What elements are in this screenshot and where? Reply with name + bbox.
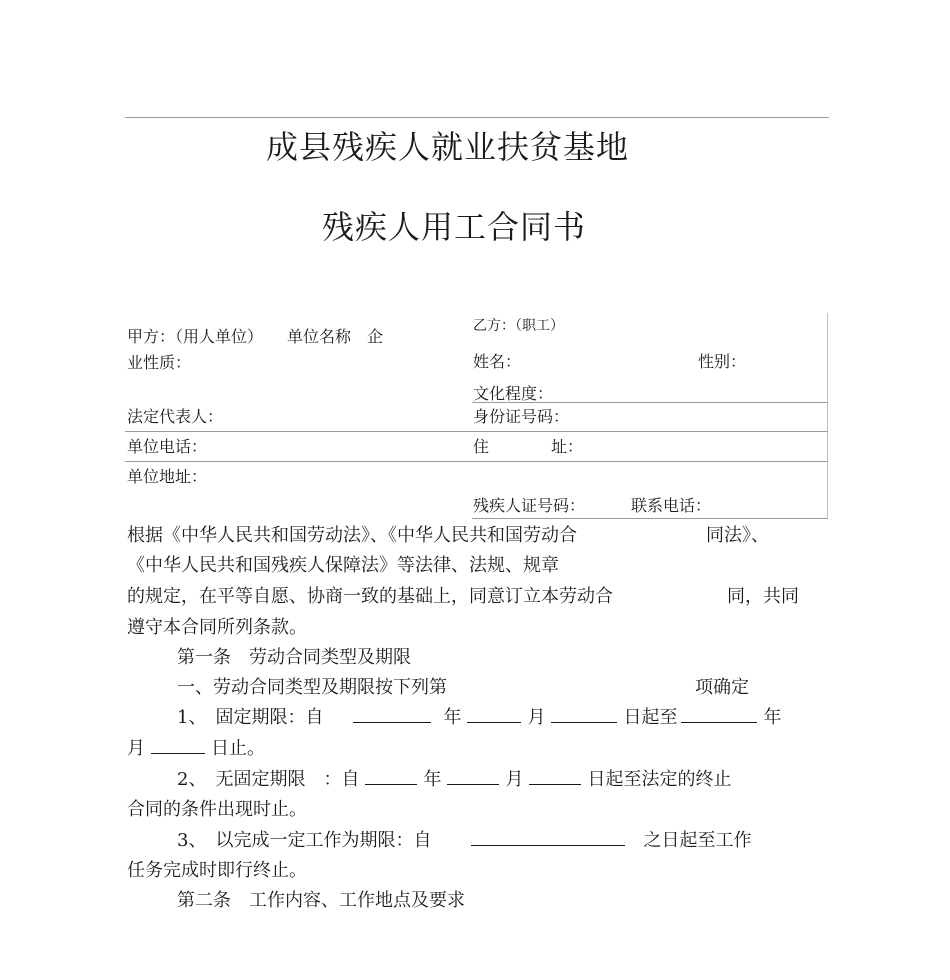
preamble-line-3-end: 同，共同 <box>727 586 799 607</box>
legal-representative-label: 法定代表人： <box>127 407 224 426</box>
preamble-line-1-end: 同法》、 <box>706 525 769 546</box>
item-3-continuation: 任务完成时即行终止。 <box>127 860 307 881</box>
table-rule-2 <box>125 431 828 432</box>
item-1-day: 日起至 <box>623 707 678 728</box>
item-2-year-blank[interactable] <box>365 768 417 785</box>
contact-phone-label: 联系电话： <box>631 496 712 515</box>
table-right-border <box>827 313 828 519</box>
item-2-month-blank[interactable] <box>447 768 499 785</box>
party-a-nature: 业性质： <box>127 353 192 372</box>
party-b-gender-label: 性别： <box>698 352 747 371</box>
party-b-name-label: 姓名： <box>473 352 522 371</box>
top-rule <box>125 117 829 118</box>
party-a-label: 甲方：（用人单位） 单位名称 企 <box>127 327 384 346</box>
item-1-month: 月 <box>527 707 546 728</box>
unit-address-label: 单位地址： <box>127 467 208 486</box>
item-1-year2-blank[interactable] <box>681 706 757 723</box>
item-3-end: 之日起至工作 <box>643 830 752 851</box>
disability-cert-label: 残疾人证号码： <box>473 496 586 515</box>
party-b-label: 乙方：（职工） <box>473 318 564 334</box>
item-1-line-2 <box>127 737 265 760</box>
party-b-id-label: 身份证号码： <box>473 407 570 426</box>
item-2-day: 日起至法定的终止 <box>587 769 732 790</box>
article-1-heading: 第一条 劳动合同类型及期限 <box>177 647 411 668</box>
item-1-month-blank[interactable] <box>467 706 521 723</box>
item-1-year: 年 <box>443 707 462 728</box>
item-2-line <box>177 768 731 791</box>
item-2-month: 月 <box>505 769 524 790</box>
item-1-day-blank[interactable] <box>551 706 617 723</box>
item-3-date-blank[interactable] <box>471 829 625 846</box>
item-2-continuation: 合同的条件出现时止。 <box>127 799 307 820</box>
item-2-year: 年 <box>423 769 442 790</box>
article-1-intro-end: 项确定 <box>695 677 749 698</box>
item-1-month2-blank[interactable] <box>151 737 205 754</box>
unit-phone-label: 单位电话： <box>127 437 208 456</box>
preamble-line-3: 的规定，在平等自愿、协商一致的基础上，同意订立本劳动合 <box>127 586 613 607</box>
table-rule-3 <box>125 461 828 462</box>
item-1-label: 1、 固定期限：自 <box>177 707 324 728</box>
article-1-intro: 一、劳动合同类型及期限按下列第 <box>177 677 447 698</box>
item-2-label: 2、 无固定期限 ：自 <box>177 769 360 790</box>
item-1-line <box>177 706 781 729</box>
table-rule-4 <box>472 518 828 519</box>
preamble-line-1: 根据《中华人民共和国劳动法》、《中华人民共和国劳动合 <box>127 525 577 546</box>
item-2-day-blank[interactable] <box>529 768 581 785</box>
item-1-year2: 年 <box>763 707 782 728</box>
item-3-line <box>177 829 751 852</box>
preamble-line-2: 《中华人民共和国残疾人保障法》等法律、法规、规章 <box>127 555 559 576</box>
article-2-heading: 第二条 工作内容、工作地点及要求 <box>177 890 465 911</box>
preamble-line-4: 遵守本合同所列条款。 <box>127 617 307 638</box>
item-1-month2: 月 <box>127 738 145 759</box>
item-3-label: 3、 以完成一定工作为期限：自 <box>177 830 432 851</box>
document-title: 成县残疾人就业扶贫基地 <box>266 128 630 166</box>
party-b-address-char1: 住 <box>473 437 490 456</box>
party-b-education-label: 文化程度： <box>473 384 554 403</box>
item-1-end: 日止。 <box>211 738 265 759</box>
party-b-address-char2: 址： <box>551 437 584 456</box>
item-1-year-blank[interactable] <box>353 706 431 723</box>
document-subtitle: 残疾人用工合同书 <box>322 208 587 246</box>
